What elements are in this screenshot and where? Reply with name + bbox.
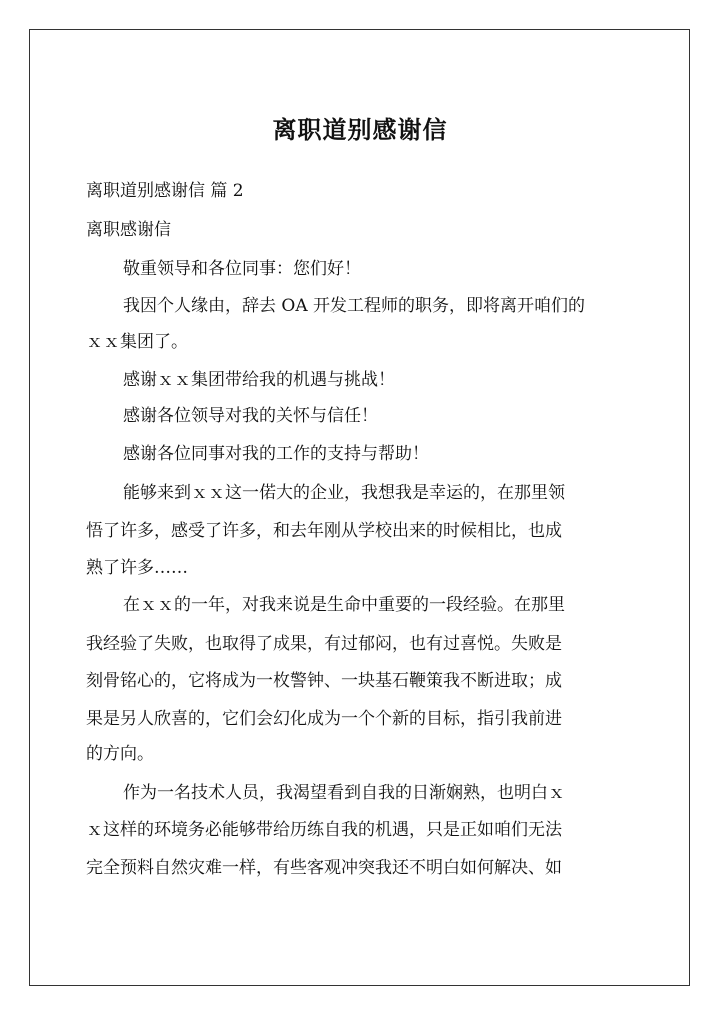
paragraph-line: 敬重领导和各位同事：您们好！ [123, 259, 361, 279]
paragraph-line: 悟了许多，感受了许多，和去年刚从学校出来的时候相比，也成 [86, 521, 562, 541]
section-heading: 离职道别感谢信 篇 2 [86, 181, 244, 201]
paragraph-line: 在ｘｘ的一年，对我来说是生命中重要的一段经验。在那里 [123, 595, 565, 615]
paragraph-line: 感谢各位领导对我的关怀与信任！ [123, 406, 378, 426]
paragraph-line: 感谢各位同事对我的工作的支持与帮助！ [123, 444, 429, 464]
paragraph-line: 果是另人欣喜的，它们会幻化成为一个个新的目标，指引我前进 [86, 709, 562, 729]
paragraph-line: 完全预料自然灾难一样，有些客观冲突我还不明白如何解决、如 [86, 858, 562, 878]
paragraph-line: 我经验了失败，也取得了成果，有过郁闷，也有过喜悦。失败是 [86, 634, 562, 654]
letter-title: 离职感谢信 [86, 220, 171, 240]
document-title: 离职道别感谢信 [272, 115, 448, 144]
paragraph-line: ｘｘ集团了。 [86, 332, 188, 352]
page-border [29, 29, 690, 986]
paragraph-line: 作为一名技术人员，我渴望看到自我的日渐娴熟，也明白ｘ [123, 783, 565, 803]
paragraph-line: 能够来到ｘｘ这一偌大的企业，我想我是幸运的，在那里领 [123, 483, 565, 503]
paragraph-line: 感谢ｘｘ集团带给我的机遇与挑战！ [123, 370, 395, 390]
paragraph-line: 刻骨铭心的，它将成为一枚警钟、一块基石鞭策我不断进取；成 [86, 671, 562, 691]
paragraph-line: 熟了许多…… [86, 558, 188, 578]
paragraph-line: 我因个人缘由，辞去 OA 开发工程师的职务，即将离开咱们的 [123, 296, 586, 316]
paragraph-line: ｘ这样的环境务必能够带给历练自我的机遇，只是正如咱们无法 [86, 820, 562, 840]
paragraph-line: 的方向。 [86, 744, 154, 764]
